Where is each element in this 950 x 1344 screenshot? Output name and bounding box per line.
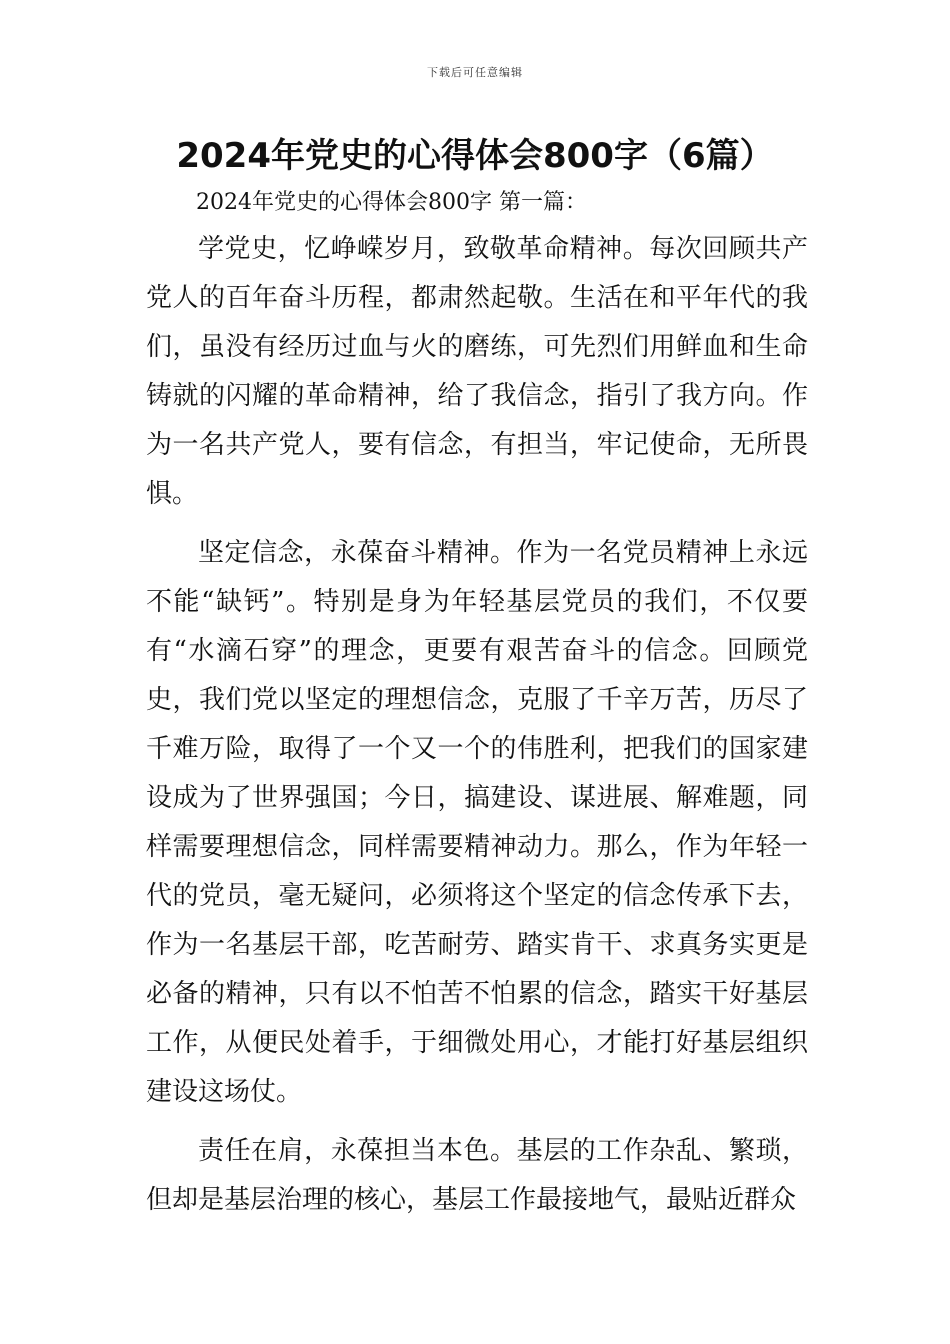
- paragraph-2: 坚定信念，永葆奋斗精神。作为一名党员精神上永远不能“缺钙”。特别是身为年轻基层党员的我们，不仅要有“水滴石穿”的理念，更要有艰苦奋斗的信念。回顾党史，我们党以坚定的理想信念，克服了千辛万苦，历尽了千难万险，取得了一个又一个的伟胜利，把我们的国家建设成为了世界强国；今日，搞建设、谋进展、解难题，同样需要理想信念，同样需要精神动力。那么，作为年轻一代的党员，毫无疑问，必须将这个坚定的信念传承下去，作为一名基层干部，吃苦耐劳、踏实肯干、求真务实更是必备的精神，只有以不怕苦不怕累的信念，踏实干好基层工作，从便民处着手，于细微处用心，才能打好基层组织建设这场仗。: [146, 538, 808, 1107]
- paragraph-3: 责任在肩，永葆担当本色。基层的工作杂乱、繁琐，但却是基层治理的核心，基层工作最接地气，最贴近群众: [146, 1136, 808, 1215]
- document-body: [146, 225, 808, 1235]
- section-heading: 2024年党史的心得体会800字 第一篇：: [196, 190, 587, 215]
- paragraph-1: 学党史，忆峥嵘岁月，致敬革命精神。每次回顾共产党人的百年奋斗历程，都肃然起敬。生活在和平年代的我们，虽没有经历过血与火的磨练，可先烈们用鲜血和生命铸就的闪耀的革命精神，给了我信念，指引了我方向。作为一名共产党人，要有信念，有担当，牢记使命，无所畏惧。: [146, 234, 808, 509]
- document-title: 2024年党史的心得体会800字（6篇）: [176, 136, 774, 176]
- header-note: 下载后可任意编辑: [427, 66, 523, 79]
